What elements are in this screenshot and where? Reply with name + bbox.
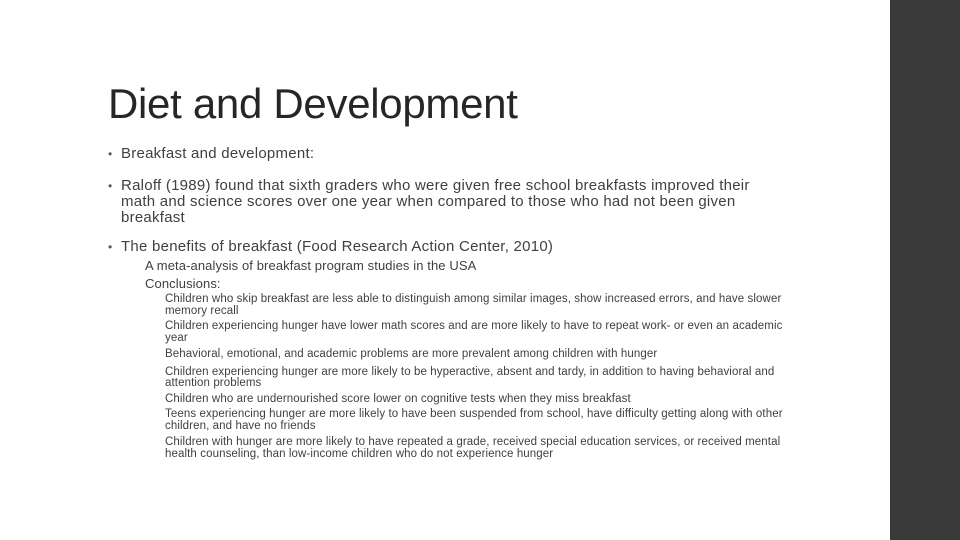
slide-title: Diet and Development bbox=[108, 80, 518, 127]
bullet-text: Raloff (1989) found that sixth graders who were given free school breakfasts improved their math and science scores over one year when compared to those who had not been given breakfast bbox=[121, 177, 750, 226]
bullet-item bbox=[108, 239, 788, 255]
bullet-dot-icon: • bbox=[108, 240, 113, 254]
sub-bullet-item bbox=[108, 276, 788, 291]
conclusion-text: Behavioral, emotional, and academic problems are more prevalent among children with hunger bbox=[165, 348, 658, 360]
bullet-item bbox=[108, 178, 788, 226]
bullet-text: The benefits of breakfast (Food Research Action Center, 2010) bbox=[121, 238, 554, 255]
conclusion-text: Children who skip breakfast are less able to distinguish among similar images, show increased errors, and have slower memory recall bbox=[165, 293, 782, 317]
bullet-dot-icon: • bbox=[108, 179, 113, 193]
conclusion-text: Children who are undernourished score lower on cognitive tests when they miss breakfast bbox=[165, 392, 631, 405]
conclusion-item bbox=[108, 437, 788, 460]
side-accent-bar bbox=[890, 0, 960, 540]
conclusion-text: Children experiencing hunger are more likely to be hyperactive, absent and tardy, in addition to having behavioral and attention problems bbox=[165, 365, 775, 389]
conclusion-text: Teens experiencing hunger are more likely to have been suspended from school, have difficulty getting along with other children, and have no friends bbox=[165, 408, 783, 432]
conclusion-item bbox=[108, 367, 788, 390]
conclusion-item bbox=[108, 409, 788, 432]
conclusion-item bbox=[108, 321, 788, 344]
conclusion-item bbox=[108, 294, 788, 317]
bullet-text: Breakfast and development: bbox=[121, 145, 315, 162]
conclusion-item bbox=[108, 349, 788, 361]
sub-bullet-text: Conclusions: bbox=[145, 276, 221, 291]
bullet-list bbox=[108, 146, 788, 460]
bullet-item bbox=[108, 146, 788, 162]
conclusion-text: Children experiencing hunger have lower math scores and are more likely to have to repeat work- or even an academic year bbox=[165, 320, 783, 344]
sub-bullet-text: A meta-analysis of breakfast program studies in the USA bbox=[145, 258, 477, 273]
conclusion-text: Children with hunger are more likely to have repeated a grade, received special education services, or received mental health counseling, than low-income children who do not experience hunger bbox=[165, 436, 781, 460]
sub-bullet-item bbox=[108, 258, 788, 273]
bullet-dot-icon: • bbox=[108, 147, 113, 161]
conclusion-item bbox=[108, 394, 788, 406]
